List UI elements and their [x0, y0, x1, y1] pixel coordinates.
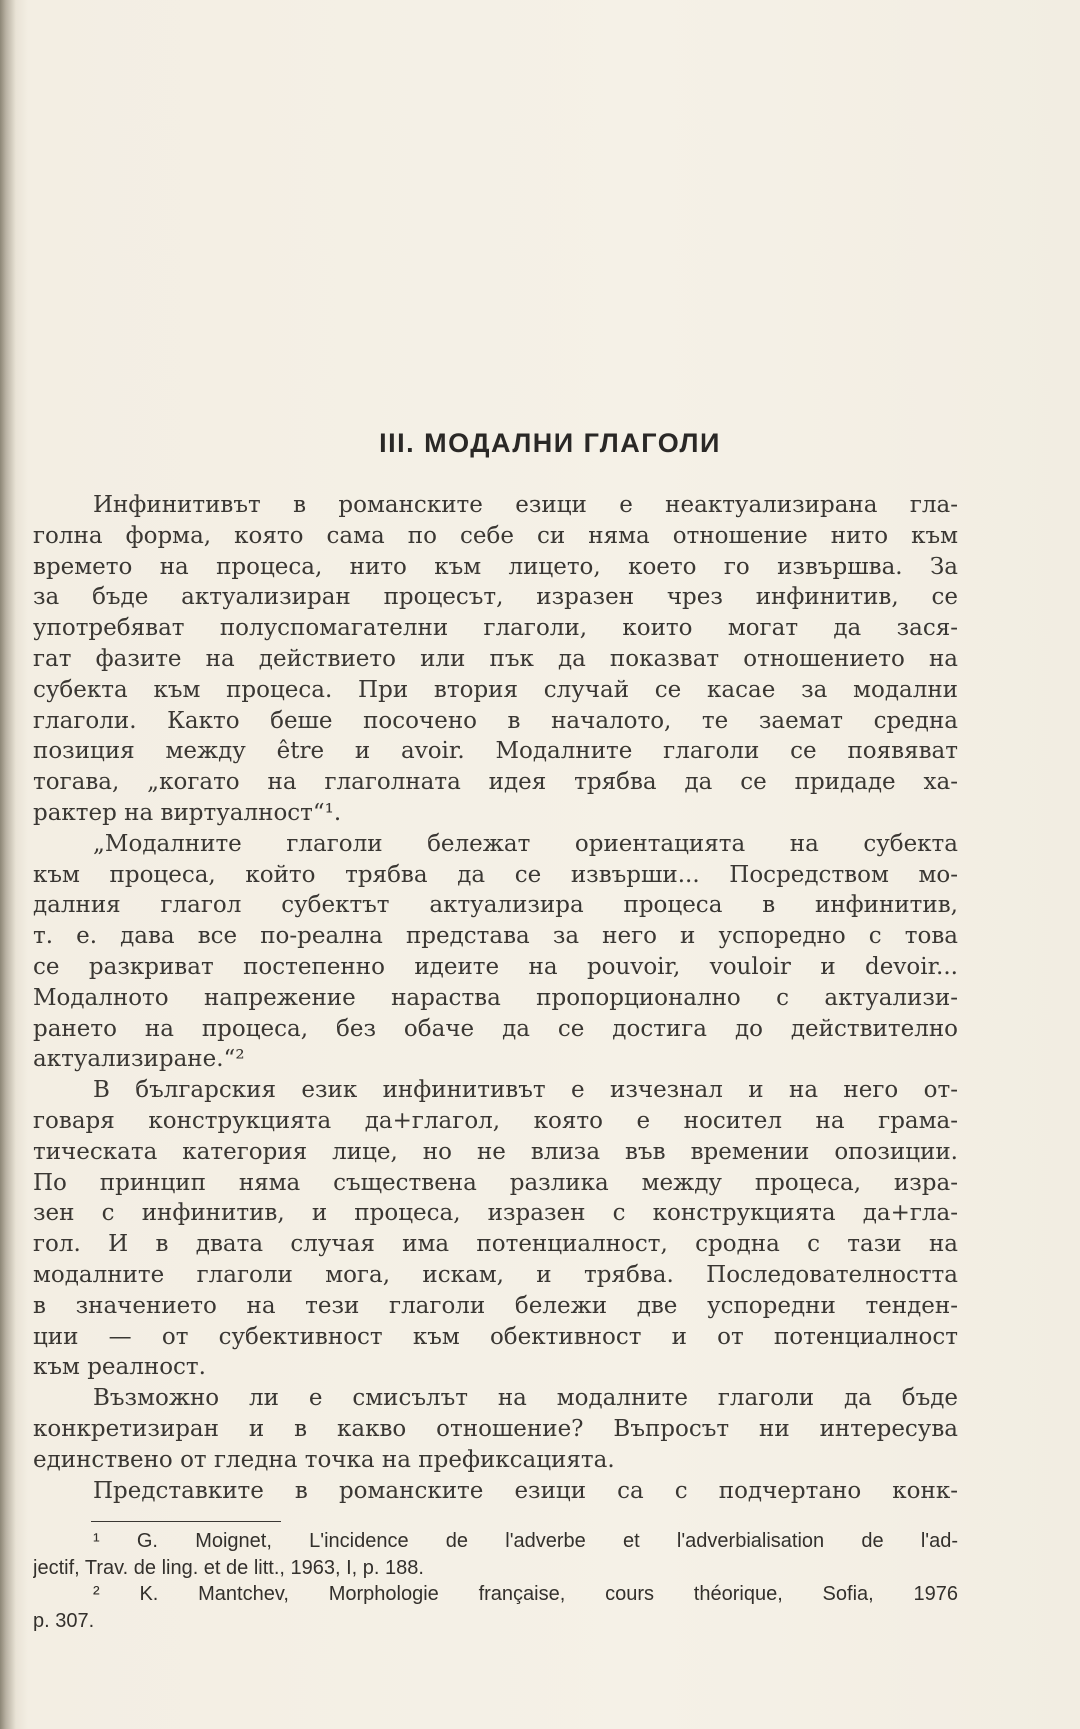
text-line: към реалност. [33, 1354, 206, 1381]
body-text [33, 490, 958, 1506]
text-line: рането на процеса, без обаче да се достига до действително [33, 1015, 958, 1042]
footnote-line: ¹ G. Moignet, L'incidence de l'adverbe et l'adverbialisation de l'ad- [93, 1530, 958, 1552]
text-line: Възможно ли е смисълът на модалните глаголи да бъде [93, 1385, 958, 1412]
text-line: т. е. дава все по-реална представа за него и успоредно с това [33, 923, 958, 950]
text-line: голна форма, която сама по себе си няма отношение нито към [33, 522, 958, 549]
text-line: тическата категория лице, но не влиза във времении опозиции. [33, 1138, 958, 1165]
text-line: гол. И в двата случая има потенциалност, сродна с тази на [33, 1231, 958, 1258]
text-line: говаря конструкцията да+глагол, която е носител на грама- [33, 1107, 958, 1134]
text-line: времето на процеса, нито към лицето, което го извършва. За [33, 553, 958, 580]
text-line: В българския език инфинитивът е изчезнал и на него от- [93, 1077, 958, 1104]
text-line: употребяват полуспомагателни глаголи, които могат да зася- [33, 615, 958, 642]
text-line: Модалното напрежение нараства пропорционално с актуализи- [33, 984, 958, 1011]
footnotes [33, 1528, 958, 1634]
text-line: в значението на тези глаголи бележи две успоредни тенден- [33, 1292, 958, 1319]
text-line: единствено от гледна точка на префиксацията. [33, 1446, 615, 1473]
footnote-divider [91, 1521, 281, 1522]
text-line: конкретизиран и в какво отношение? Въпросът ни интересува [33, 1415, 958, 1442]
text-line: за бъде актуализиран процесът, изразен чрез инфинитив, се [33, 584, 958, 611]
text-line: ции — от субективност към обективност и от потенциалност [33, 1323, 958, 1350]
text-line: към процеса, който трябва да се извърши... Посредством мо- [33, 861, 958, 888]
text-line: Инфинитивът в романските езици е неактуализирана гла- [93, 492, 958, 518]
text-line: актуализиране.“² [33, 1046, 245, 1073]
footnote-line: ² K. Mantchev, Morphologie française, cours théorique, Sofia, 1976 [93, 1583, 958, 1605]
text-line: се разкриват постепенно идеите на pouvoir, vouloir и devoir... [33, 953, 958, 980]
text-line: далния глагол субектът актуализира процеса в инфинитив, [33, 892, 958, 919]
text-line: тогава, „когато на глаголната идея трябва да се придаде ха- [33, 769, 958, 796]
text-line: позиция между être и avoir. Модалните глаголи се появяват [33, 738, 958, 765]
text-line: гат фазите на действието или пък да показват отношението на [33, 645, 958, 672]
chapter-title: III. МОДАЛНИ ГЛАГОЛИ [379, 428, 721, 458]
text-line: зен с инфинитив, и процеса, изразен с конструкцията да+гла- [33, 1200, 958, 1227]
text-line: глаголи. Както беше посочено в началото, те заемат средна [33, 707, 958, 734]
text-line: По принцип няма съществена разлика между процеса, изра- [33, 1169, 958, 1196]
text-line: субекта към процеса. При втория случай се касае за модални [33, 676, 958, 703]
text-line: рактер на виртуалност“¹. [33, 799, 342, 826]
text-line: „Модалните глаголи бележат ориентацията на субекта [93, 830, 958, 857]
text-line: Представките в романските езици са с подчертано конк- [93, 1477, 958, 1504]
footnote-line: p. 307. [33, 1609, 95, 1632]
text-line: модалните глаголи мога, искам, и трябва. Последователността [33, 1261, 958, 1288]
footnote-line: jectif, Trav. de ling. et de litt., 1963, I, p. 188. [33, 1556, 424, 1579]
